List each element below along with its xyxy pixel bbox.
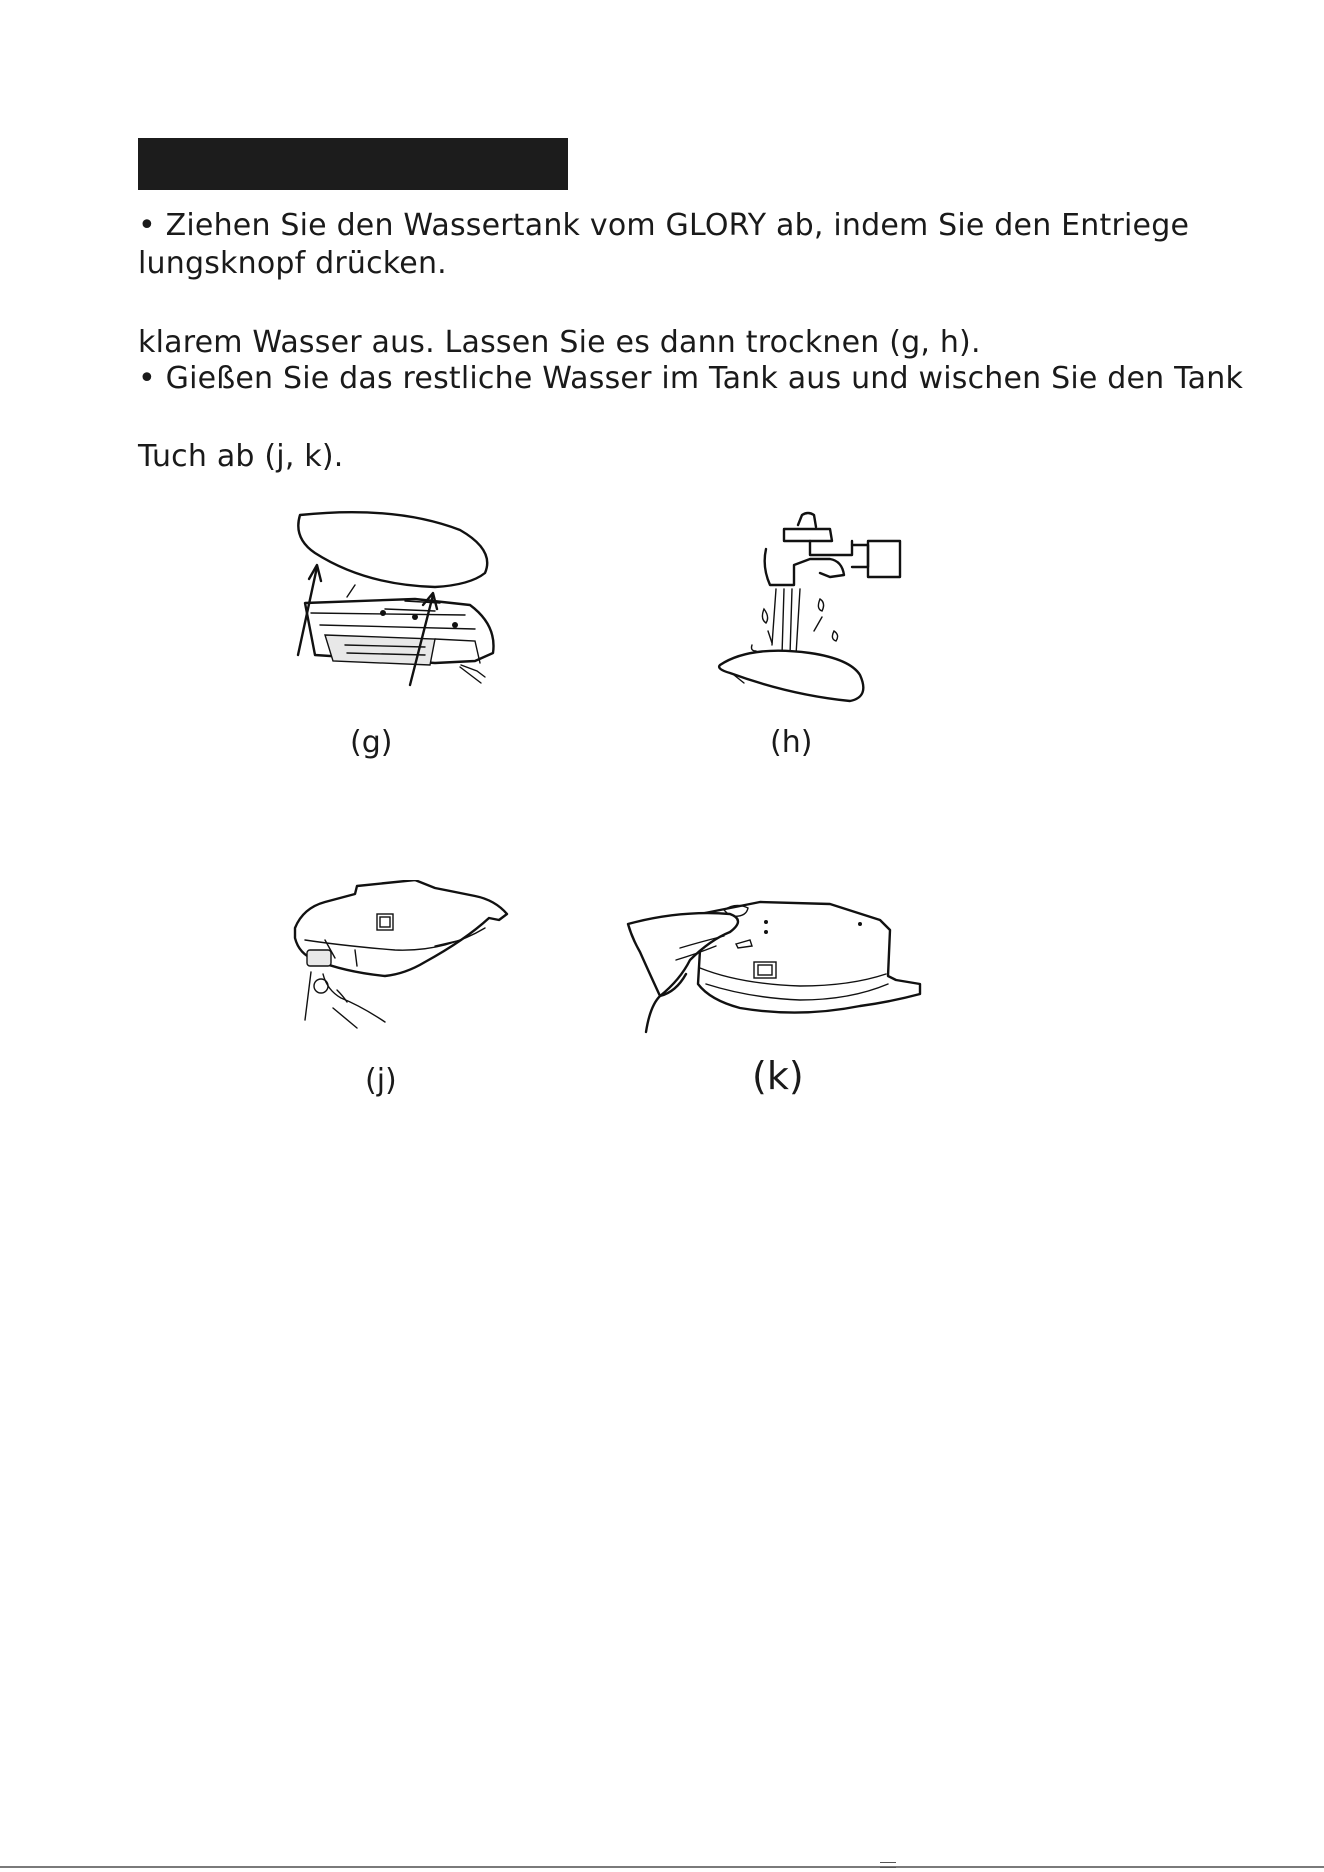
instruction-line-5: Tuch ab (j, k).: [138, 439, 344, 474]
caption-g: (g): [350, 725, 393, 760]
section-header-bar: [138, 138, 568, 190]
instruction-line-4: • Gießen Sie das restliche Wasser im Tank aus und wischen Sie den Tank: [138, 361, 1244, 396]
instruction-line-2: lungsknopf drücken.: [138, 246, 447, 281]
instruction-line-3: klarem Wasser aus. Lassen Sie es dann trocknen (g, h).: [138, 325, 981, 360]
wiping-tank-with-cloth-illustration: [620, 880, 925, 1040]
footer-rule: [0, 1866, 1324, 1868]
caption-k: (k): [752, 1054, 804, 1098]
tank-drain-plug-illustration: [285, 880, 510, 1040]
mop-pad-removal-illustration: [285, 505, 505, 695]
caption-h: (h): [770, 725, 813, 760]
instruction-line-1: • Ziehen Sie den Wassertank vom GLORY ab, indem Sie den Entriege: [138, 208, 1190, 243]
footer-mark: [880, 1862, 896, 1868]
caption-j: (j): [365, 1063, 397, 1098]
rinsing-under-tap-illustration: [710, 505, 910, 705]
